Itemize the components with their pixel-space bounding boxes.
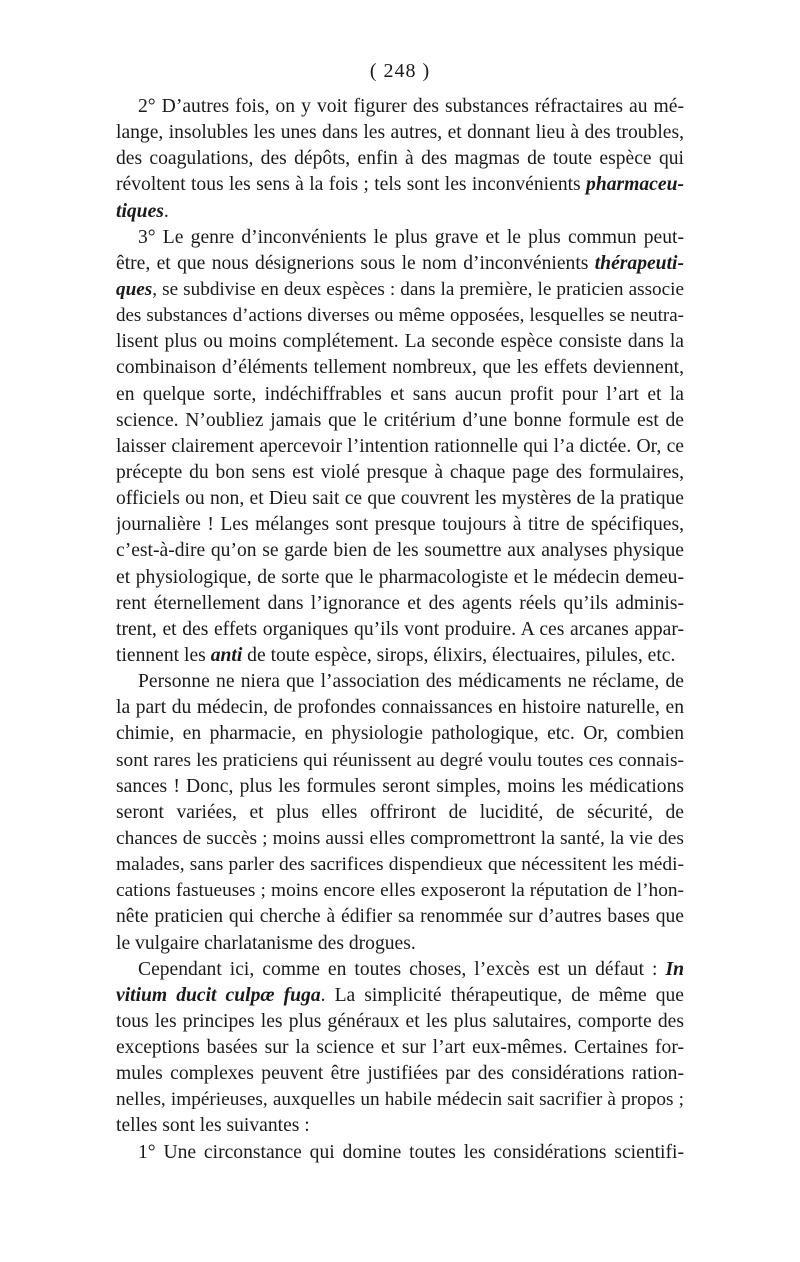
text-line (116, 1140, 684, 1166)
text-line (116, 774, 684, 800)
text-line (116, 826, 684, 852)
text-run: tiennent les (116, 644, 211, 666)
text-run: , se subdivise en deux espèces : dans la première, le praticien associe (152, 278, 684, 300)
text-line (116, 852, 684, 878)
text-run: malades, sans parler des sacrifices dispendieux que nécessitent les médi- (116, 854, 684, 876)
text-run: 3° Le genre d’inconvénients le plus grave et le plus commun peut- (138, 226, 684, 248)
text-run: nelles, impérieuses, auxquelles un habile médecin sait sacrifier à propos ; (116, 1089, 684, 1111)
text-run: tous les principes les plus généraux et les plus salutaires, comporte des (116, 1010, 684, 1032)
text-run: chances de succès ; moins aussi elles compromettront la santé, la vie des (116, 827, 684, 849)
text-run: laisser clairement apercevoir l’intention rationnelle qui l’a dictée. Or, ce (116, 435, 684, 457)
text-line (116, 172, 684, 198)
text-run: trent, et des effets organiques qu’ils vont produire. A ces arcanes appar- (116, 618, 684, 640)
text-run: sances ! Donc, plus les formules seront simples, moins les médications (116, 775, 684, 797)
text-line (116, 94, 684, 120)
text-line (116, 225, 684, 251)
text-line (116, 1035, 684, 1061)
text-line (116, 199, 684, 225)
text-line (116, 538, 684, 564)
text-line (116, 120, 684, 146)
text-run: lisent plus ou moins complétement. La seconde espèce consiste dans la (116, 331, 684, 353)
text-run: des substances d’actions diverses ou même opposées, lesquelles se neutra- (116, 305, 684, 327)
text-line (116, 983, 684, 1009)
text-run: 2° D’autres fois, on y voit figurer des substances réfractaires au mé- (138, 96, 684, 117)
text-run: telles sont les suivantes : (116, 1115, 310, 1137)
text-line (116, 904, 684, 930)
body-text (116, 94, 684, 1166)
text-line (116, 617, 684, 643)
italic-text: ques (116, 278, 153, 300)
text-run: Personne ne niera que l’association des médicaments ne réclame, de (138, 671, 684, 693)
text-line (116, 1061, 684, 1087)
text-run: . (163, 200, 169, 222)
text-run: rent éternellement dans l’ignorance et des agents réels qu’ils adminis- (116, 592, 684, 614)
text-line (116, 329, 684, 355)
text-line (116, 748, 684, 774)
text-line (116, 878, 684, 904)
italic-text: pharmaceu- (586, 174, 684, 196)
text-line (116, 931, 684, 957)
text-run: sont rares les praticiens qui réunissent au degré voulu toutes ces connais- (116, 749, 684, 771)
text-line (116, 382, 684, 408)
text-line (116, 408, 684, 434)
text-line (116, 591, 684, 617)
page-number: ( 248 ) (369, 60, 431, 82)
text-run: et physiologique, de sorte que le pharmacologiste et le médecin demeu- (116, 566, 684, 588)
text-run: être, et que nous désignerions sous le nom d’inconvénients (116, 252, 595, 274)
text-line (116, 460, 684, 486)
text-line (116, 721, 684, 747)
text-run: c’est-à-dire qu’on se garde bien de les soumettre aux analyses physique (116, 540, 684, 562)
text-run: de toute espèce, sirops, élixirs, électuaires, pilules, etc. (242, 644, 676, 666)
text-run: . La simplicité thérapeutique, de même que (320, 984, 684, 1006)
text-run: science. N’oubliez jamais que le critérium d’une bonne formule est de (116, 409, 684, 431)
text-line (116, 957, 684, 983)
text-run: chimie, en pharmacie, en physiologie pathologique, etc. Or, combien (116, 723, 684, 745)
text-line (116, 565, 684, 591)
text-run: cations fastueuses ; moins encore elles exposeront la réputation de l’hon- (116, 880, 684, 902)
text-line (116, 643, 684, 669)
text-run: des coagulations, des dépôts, enfin à des magmas de toute espèce qui (116, 148, 684, 170)
text-line (116, 800, 684, 826)
text-run: Cependant ici, comme en toutes choses, l’excès est un défaut : (138, 958, 666, 980)
text-line (116, 1113, 684, 1139)
italic-text: vitium ducit culpæ fuga (116, 984, 321, 1006)
text-run: journalière ! Les mélanges sont presque toujours à titre de spécifiques, (116, 514, 684, 536)
text-run: nête praticien qui cherche à édifier sa renommée sur d’autres bases que (116, 906, 684, 928)
italic-text: tiques (116, 200, 164, 222)
text-run: révoltent tous les sens à la fois ; tels sont les inconvénients (116, 174, 587, 196)
text-line (116, 251, 684, 277)
text-run: exceptions basées sur la science et sur l’art eux-mêmes. Certaines for- (116, 1037, 684, 1059)
text-run: mules complexes peuvent être justifiées par des considérations ration- (116, 1063, 684, 1085)
text-run: le vulgaire charlatanisme des drogues. (116, 932, 416, 954)
text-line (116, 512, 684, 538)
italic-text: thérapeuti- (594, 252, 684, 274)
text-line (116, 434, 684, 460)
text-line (116, 1009, 684, 1035)
text-run: officiels ou non, et Dieu sait ce que couvrent les mystères de la pratique (116, 488, 684, 510)
text-line (116, 146, 684, 172)
text-line (116, 695, 684, 721)
text-run: en quelque sorte, indéchiffrables et sans aucun profit pour l’art et la (116, 383, 684, 405)
text-line (116, 1087, 684, 1113)
text-run: seront variées, et plus elles offriront de lucidité, de sécurité, de (116, 801, 684, 823)
text-run: 1° Une circonstance qui domine toutes les considérations scientifi- (138, 1141, 684, 1163)
text-line (116, 303, 684, 329)
text-line (116, 486, 684, 512)
text-line (116, 277, 684, 303)
text-run: lange, insolubles les unes dans les autres, et donnant lieu à des troubles, (116, 122, 684, 144)
italic-text: In (665, 958, 684, 980)
text-run: combinaison d’éléments tellement nombreux, que les effets deviennent, (116, 357, 684, 379)
text-run: la part du médecin, de profondes connaissances en histoire naturelle, en (116, 697, 684, 719)
text-line (116, 669, 684, 695)
text-line (116, 355, 684, 381)
text-run: précepte du bon sens est violé presque à chaque page des formulaires, (116, 461, 684, 483)
italic-text: anti (210, 644, 243, 666)
